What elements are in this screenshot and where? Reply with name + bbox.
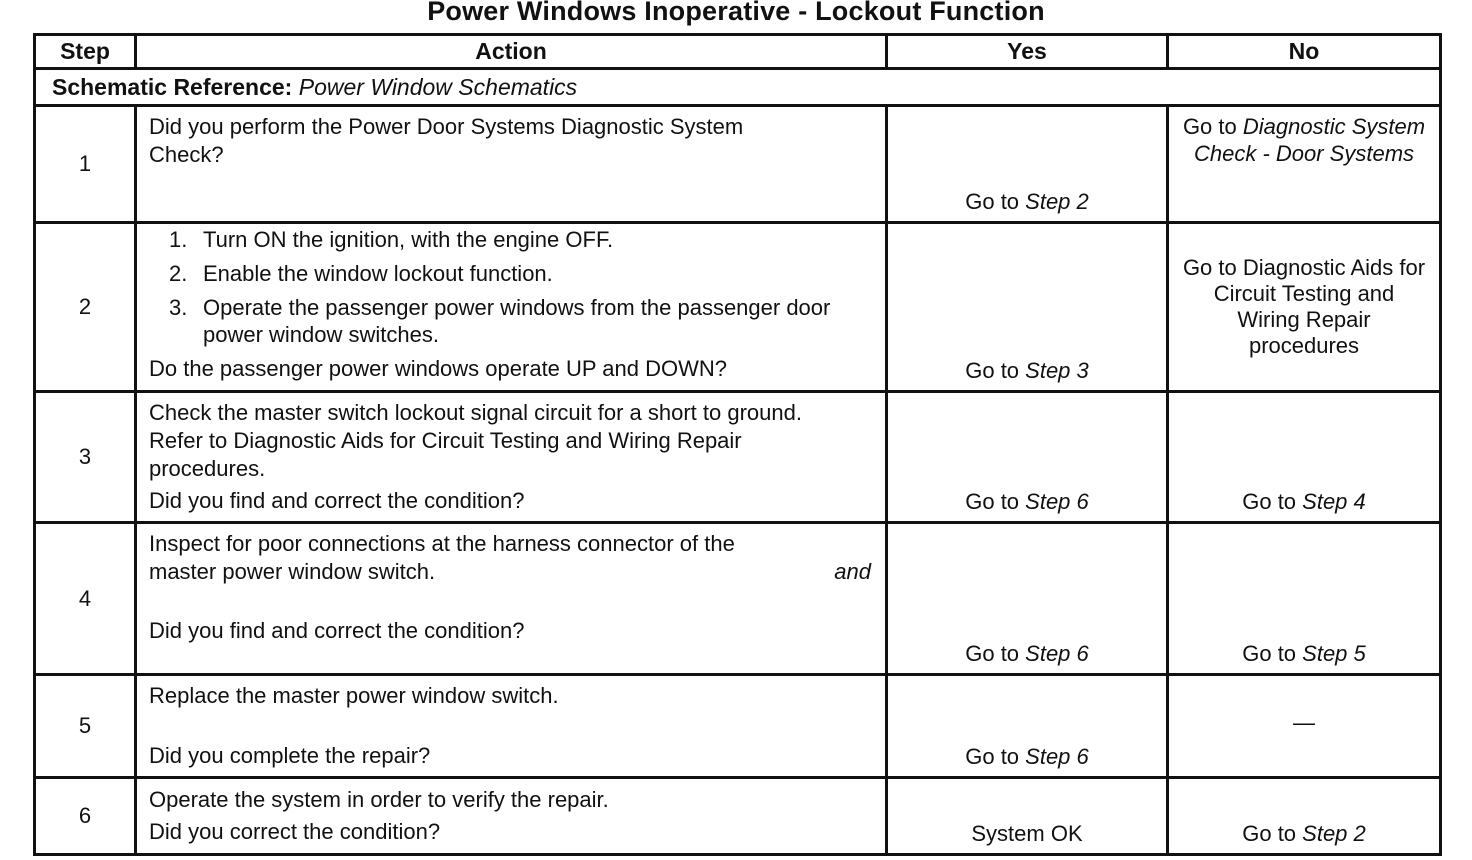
yes-ref: Step 6: [1025, 641, 1089, 666]
table-row: [35, 675, 1441, 778]
action-cell: [136, 675, 887, 778]
no-prefix: Go to: [1242, 489, 1303, 514]
header-yes: Yes: [887, 35, 1168, 69]
no-cell: [1168, 778, 1441, 855]
yes-text: System OK: [971, 821, 1083, 846]
schematic-ref: Power Window Schematics: [298, 73, 578, 100]
no-prefix: Go to: [1242, 641, 1303, 666]
action-text: Replace the master power window switch.: [149, 683, 559, 708]
action-question: Did you complete the repair?: [149, 743, 431, 768]
table-row: [35, 106, 1441, 223]
schematic-row: [35, 69, 1441, 106]
action-question: Did you find and correct the condition?: [149, 618, 525, 643]
no-cell: [1168, 106, 1441, 223]
action-question: Did you correct the condition?: [149, 819, 441, 844]
no-ref: Step 2: [1302, 821, 1366, 846]
no-ref: Step 4: [1302, 489, 1366, 514]
step-number: 6: [35, 778, 136, 855]
action-cell: [136, 106, 887, 223]
yes-ref: Step 2: [1025, 189, 1089, 214]
yes-cell: [887, 106, 1168, 223]
yes-prefix: Go to: [965, 358, 1026, 383]
step-number: 2: [35, 223, 136, 392]
table-row: [35, 778, 1441, 855]
no-text: —: [1293, 710, 1315, 735]
diagnostic-table: [33, 33, 1442, 856]
action-cell: [136, 523, 887, 675]
header-step: Step: [35, 35, 136, 69]
yes-cell: [887, 523, 1168, 675]
action-question: Did you find and correct the condition?: [149, 488, 525, 513]
no-prefix: Go to: [1242, 821, 1303, 846]
yes-cell: [887, 223, 1168, 392]
action-text: Did you perform the Power Door Systems Diagnostic System Check?: [149, 114, 744, 167]
list-item: 3. Operate the passenger power windows from the passenger door power window switches.: [169, 295, 831, 347]
header-no: No: [1168, 35, 1441, 69]
no-ref: Step 5: [1302, 641, 1366, 666]
action-cell: [136, 778, 887, 855]
yes-ref: Step 3: [1025, 358, 1089, 383]
yes-prefix: Go to: [965, 489, 1026, 514]
yes-prefix: Go to: [965, 641, 1026, 666]
action-cell: [136, 392, 887, 523]
list-item: 1. Turn ON the ignition, with the engine OFF.: [169, 227, 614, 252]
table-row: [35, 392, 1441, 523]
action-question: Do the passenger power windows operate UP and DOWN?: [149, 356, 728, 381]
action-cell: [136, 223, 887, 392]
table-row: [35, 223, 1441, 392]
step-number: 5: [35, 675, 136, 778]
yes-prefix: Go to: [965, 189, 1026, 214]
table-row: [35, 523, 1441, 675]
action-text: Check the master switch lockout signal circuit for a short to ground. Refer to Diagnostic Aids for Circuit Testing and Wiring Repair procedures.: [149, 400, 802, 481]
no-cell: [1168, 675, 1441, 778]
yes-ref: Step 6: [1025, 489, 1089, 514]
schematic-label: Schematic Reference:: [52, 73, 293, 100]
no-cell: [1168, 523, 1441, 675]
no-prefix: Go to: [1182, 114, 1243, 139]
schematic-reference: [35, 69, 1441, 106]
action-steps-list: [149, 226, 875, 348]
no-ref: Diagnostic System Check - Door Systems: [1193, 114, 1426, 166]
no-cell: [1168, 392, 1441, 523]
yes-ref: Step 6: [1025, 744, 1089, 769]
yes-cell: [887, 778, 1168, 855]
list-item: 2. Enable the window lockout function.: [169, 261, 553, 286]
yes-cell: [887, 675, 1168, 778]
action-text: Inspect for poor connections at the harness connector of the master power window switch.: [149, 531, 735, 584]
header-row: [35, 35, 1441, 69]
header-action: Action: [136, 35, 887, 69]
step-number: 1: [35, 106, 136, 223]
page-title: Power Windows Inoperative - Lockout Function: [427, 0, 1045, 26]
yes-cell: [887, 392, 1168, 523]
action-text: Operate the system in order to verify the repair.: [149, 787, 609, 812]
and-word: and: [834, 559, 871, 584]
no-cell: [1168, 223, 1441, 392]
step-number: 4: [35, 523, 136, 675]
yes-prefix: Go to: [965, 744, 1026, 769]
step-number: 3: [35, 392, 136, 523]
no-text: Go to Diagnostic Aids for Circuit Testing and Wiring Repair procedures: [1182, 255, 1426, 358]
